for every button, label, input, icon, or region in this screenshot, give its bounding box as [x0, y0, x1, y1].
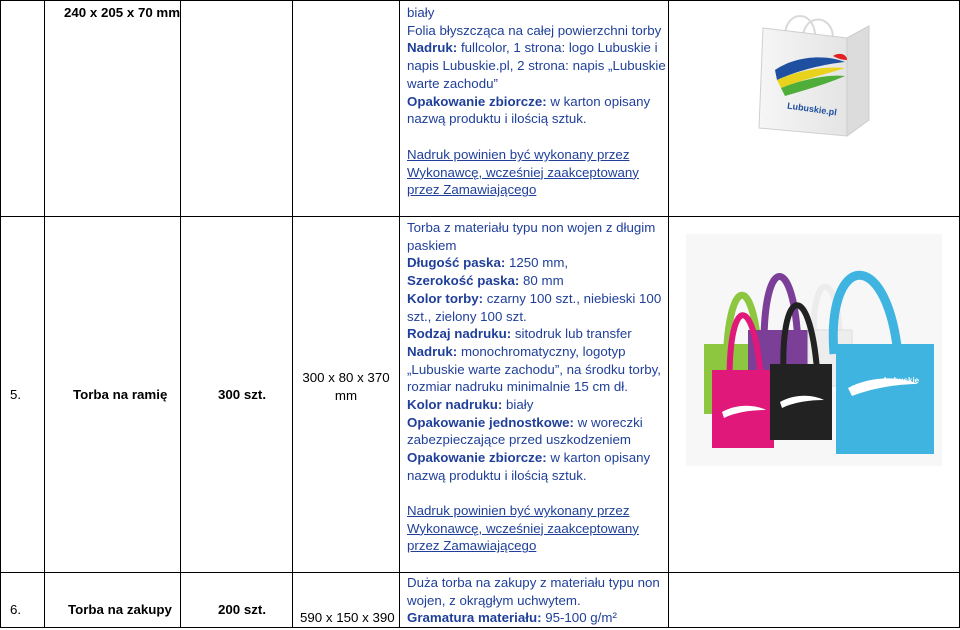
table-border-top — [0, 0, 960, 1]
row-5-description: Torba z materiału typu non wojen z długim paskiem Długość paska: 1250 mm, Szerokość paska: 80 mm Kolor torby: czarny 100 szt., niebieski 100 szt., zielony 100 szt. Rodzaj nadruku: sitodruk lub transfer Nadruk: monochromatyczny, logotyp „Lubuskie warte zachodu”, na środku torby, rozmiar nadruku minimalnie 15 cm dł. Kolor nadruku: biały Opakowanie jednostkowe: w woreczki zabezpieczające przed uszkodzeniem Opakowanie zbiorcze: w karton opisany nazwą produktu i ilością sztuk. — [407, 220, 662, 483]
row-6-description: Duża torba na zakupy z materiału typu non wojen, z okrągłym uchwytem. Gramatura materiału: 95-100 g/m² — [407, 575, 660, 626]
paper-bag-caption: Lubuskie.pl — [786, 100, 838, 118]
row-5-note: Nadruk powinien być wykonany przez Wykonawcę, wcześniej zaakceptowany przez Zamawiającego — [407, 503, 639, 554]
row-5-number: 5. — [10, 387, 22, 402]
row-6-quantity: 200 szt. — [218, 602, 267, 617]
row-6-dimensions: 590 x 150 x 390 — [300, 610, 395, 625]
row-divider-2 — [0, 572, 960, 573]
row-6-name: Torba na zakupy — [68, 602, 172, 617]
col-divider-3 — [292, 0, 293, 628]
row-6-number: 6. — [10, 602, 22, 617]
bag-logo-text: Lubuskie — [884, 376, 920, 385]
row-a-description: biały Folia błyszcząca na całej powierzchni torby Nadruk: fullcolor, 1 strona: logo Lubuskie i napis Lubuskie.pl, 2 strona: napis „Lubuskie warte zachodu” Opakowanie zbiorcze: w karton opisany nazwą produktu i ilością sztuk. — [407, 5, 666, 127]
table-border-bottom — [0, 627, 960, 628]
row-divider-1 — [0, 216, 960, 217]
col-divider-5 — [668, 0, 669, 628]
col-divider-1 — [44, 0, 45, 628]
col-divider-0 — [0, 0, 1, 628]
paper-bag-image — [755, 8, 875, 140]
row-5-dimensions: 300 x 80 x 370 mm — [302, 370, 390, 403]
row-5-quantity: 300 szt. — [218, 387, 267, 402]
row-5-name: Torba na ramię — [73, 387, 168, 402]
shoulder-bags-image — [686, 234, 942, 466]
col-divider-2 — [180, 0, 181, 628]
col-divider-4 — [399, 0, 400, 628]
row-a-note: Nadruk powinien być wykonany przez Wykonawcę, wcześniej zaakceptowany przez Zamawiającego — [407, 147, 639, 198]
row-a-dimensions: 240 x 205 x 70 mm — [64, 5, 181, 20]
